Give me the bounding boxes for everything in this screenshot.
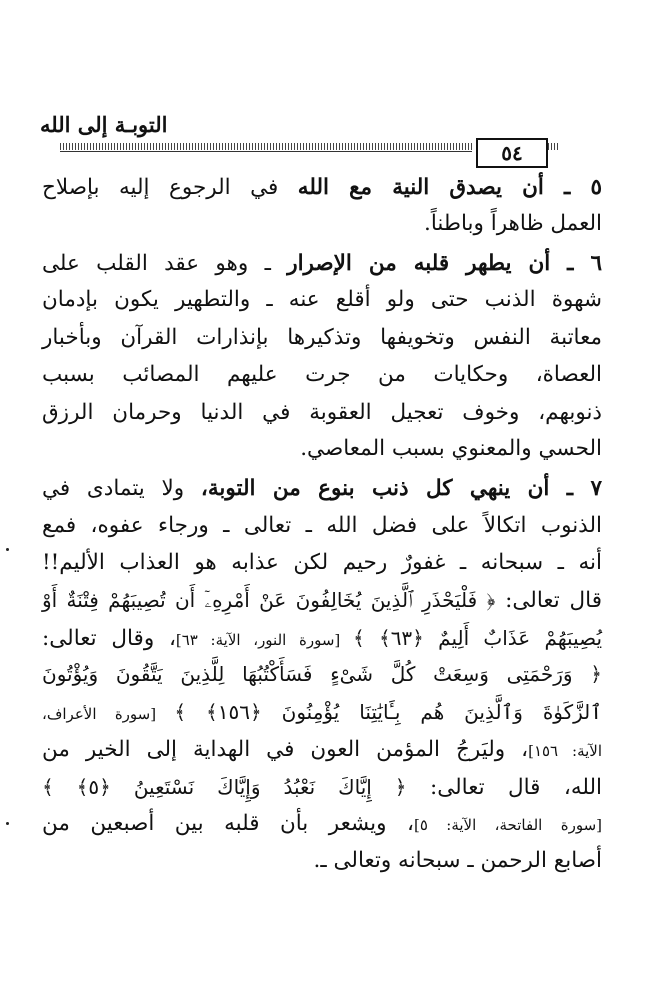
text-line [42,282,602,318]
text-segment: ، وقال تعالى: [42,626,176,651]
text-line [42,395,602,431]
text-line [42,246,602,282]
header-rule-right [548,143,558,150]
page-number: ٥٤ [476,138,548,168]
text-segment: في الرجوع إليه بإصلاح [42,175,298,200]
text-line [42,582,602,619]
text-line [42,806,602,843]
text-line [300,431,602,467]
text-segment: الله، قال تعالى: [406,775,603,800]
text-line [42,320,602,356]
text-segment: قال تعالى: [495,588,602,613]
text-line [314,843,603,879]
text-segment: ذنوبهم، وخوف تعجيل العقوبة في الدنيا وحرمان الرزق [42,400,602,425]
text-segment: العصاة، وحكايات من جرت عليهم المصائب بسبب [42,362,602,387]
scan-mark [6,822,9,825]
verse-citation: [سورة الفاتحة، الآية: ٥] [413,816,602,834]
text-segment: العمل ظاهراً وباطناً. [423,211,602,236]
running-header-title: التوبـة إلى الله [40,112,168,137]
text-segment: ، وليَرجُ المؤمن العون في الهداية إلى الخير من [42,737,529,762]
quran-verse: ﴿ وَرَحْمَتِى وَسِعَتْ كُلَّ شَىْءٍ فَسَأَكْتُبُهَا لِلَّذِينَ يَتَّقُونَ وَيُؤْتُونَ [42,662,602,686]
text-segment: معاتبة النفس وتخويفها وتذكيرها بإنذارات القرآن وبأخبار [42,325,602,350]
scan-mark [6,548,9,551]
quran-verse: يُصِيبَهُمْ عَذَابٌ أَلِيمٌ ﴿٦٣﴾ ﴾ [352,626,603,650]
text-line [424,206,602,242]
text-segment: ٥ ـ أن يصدق النية مع الله [297,175,602,200]
text-segment: الذنوب اتكالاً على فضل الله ـ تعالى ـ ورجاء عفوه، فمع [42,513,602,538]
quran-verse: ٱلزَّكَوٰةَ وَٱلَّذِينَ هُم بِـَٔايَٰتِنَا يُؤْمِنُونَ ﴿١٥٦﴾ ﴾ [174,700,602,724]
text-line [42,170,602,206]
verse-citation: [سورة النور، الآية: ٦٣] [175,631,353,649]
text-segment: ـ وهو عقد القلب على [42,251,288,276]
text-line [42,357,602,393]
text-segment: ٧ ـ أن ينهي كل ذنب بنوع من التوبة، [200,476,603,501]
verse-citation: [سورة الأعراف، [42,705,175,723]
text-line [42,471,602,507]
text-segment: ولا يتمادى في [42,476,201,501]
text-line [42,656,602,693]
quran-verse: ﴿ إِيَّاكَ نَعْبُدُ وَإِيَّاكَ نَسْتَعِينُ ﴿٥﴾ ﴾ [42,775,407,799]
text-segment: أنه ـ سبحانه ـ غفورٌ رحيم لكن عذابه هو العذاب الأليم!! [42,550,602,575]
text-segment: ، ويشعر بأن قلبه بين أصبعين من [42,811,414,836]
text-line [42,508,602,544]
text-segment: ٦ ـ أن يطهر قلبه من الإصرار [287,251,602,276]
text-line [42,620,602,658]
text-segment: الحسي والمعنوي بسبب المعاصي. [300,436,602,461]
text-segment: شهوة الذنب حتى ولو أقلع عنه ـ والتطهير يكون بإدمان [42,287,602,312]
text-segment: أصابع الرحمن ـ سبحانه وتعالى ـ. [313,848,602,873]
text-line [42,732,602,769]
verse-citation: الآية: ١٥٦] [528,742,603,760]
text-line [42,769,602,806]
text-line [42,694,602,732]
header-underline [60,151,472,152]
quran-verse: ﴿ فَلْيَحْذَرِ ٱلَّذِينَ يُخَالِفُونَ عَنْ أَمْرِهِۦٓ أَن تُصِيبَهُمْ فِتْنَةٌ أَوْ [42,588,496,612]
header-rule [60,143,472,150]
text-line [42,545,602,581]
